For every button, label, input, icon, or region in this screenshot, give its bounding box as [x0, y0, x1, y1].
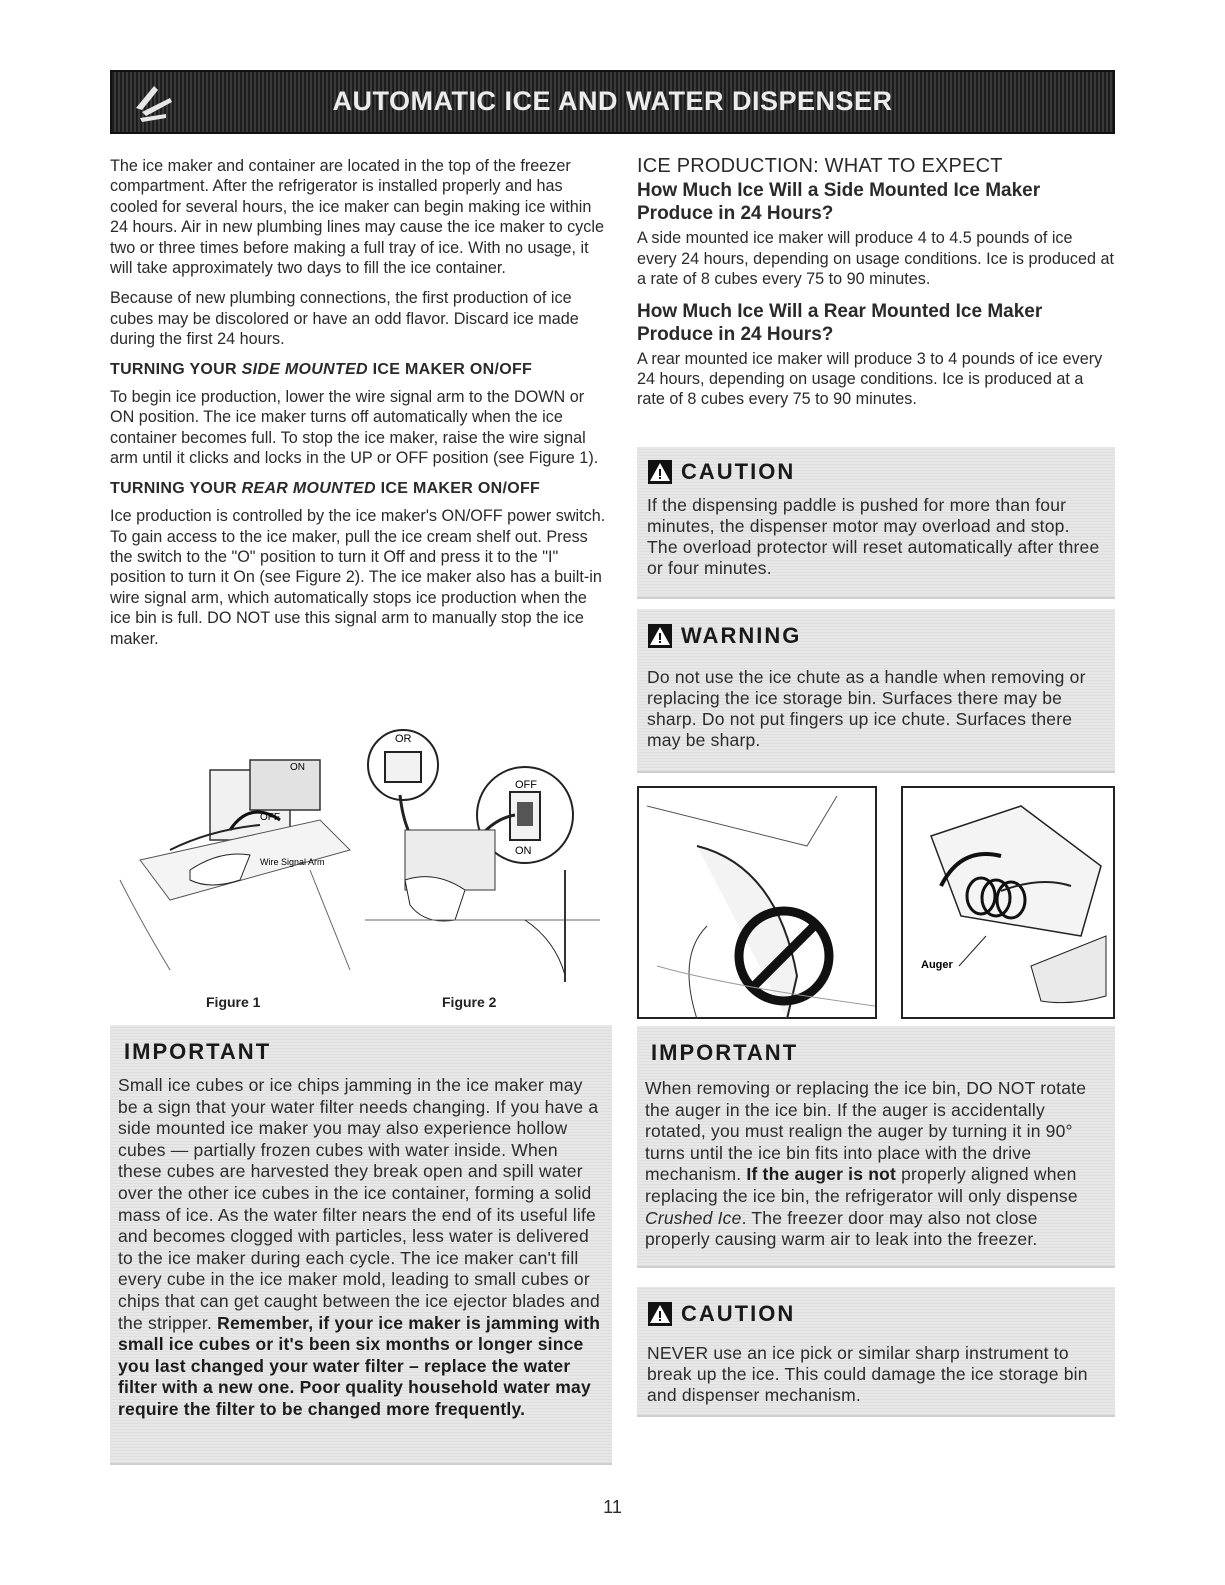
auger-illustration	[901, 786, 1115, 1019]
page-title: AUTOMATIC ICE AND WATER DISPENSER	[332, 86, 893, 116]
warning-triangle-icon	[647, 623, 673, 649]
important-heading: IMPORTANT	[124, 1039, 272, 1064]
left-column	[110, 156, 612, 659]
heading-emphasis: SIDE MOUNTED	[241, 360, 368, 378]
discolor-paragraph: Because of new plumbing connections, the first production of ice cubes may be discolored or have an odd flavor. Discard ice made during the first 24 hours.	[110, 289, 579, 349]
caution-box-ice-pick	[637, 1287, 1115, 1417]
page-number: 11	[603, 1497, 622, 1517]
caution-title: CAUTION	[681, 1301, 796, 1326]
figure-2-label: Figure 2	[442, 994, 497, 1010]
warning-text: Do not use the ice chute as a handle when removing or replacing the ice storage bin. Surfaces there may be sharp. Do not put fingers up ice chute. Surfaces there may be sharp.	[647, 667, 1086, 750]
heading-emphasis: REAR MOUNTED	[241, 479, 376, 497]
heading-suffix: ICE MAKER ON/OFF	[367, 360, 533, 378]
caution-text: NEVER use an ice pick or similar sharp instrument to break up the ice. This could damage the ice storage bin and dispenser mechanism.	[647, 1343, 1088, 1405]
important-emphasis: Remember, if your ice maker is jamming with small ice cubes or it's been six months or longer since you last changed your water filter – replace the water filter with a new one. Poor quality household water may require the filter to be changed more frequently.	[118, 1312, 601, 1419]
figure-1-illustration	[110, 730, 360, 980]
important-emphasis: If the auger is not	[746, 1164, 897, 1185]
wire-arm-label: Wire Signal Arm	[260, 857, 325, 867]
rear-mounted-question: How Much Ice Will a Rear Mounted Ice Maker Produce in 24 Hours?	[637, 300, 1043, 345]
side-mounted-question: How Much Ice Will a Side Mounted Ice Maker Produce in 24 Hours?	[637, 180, 1041, 225]
caution-text: If the dispensing paddle is pushed for more than four minutes, the dispenser motor may overload and stop. The overload protector will reset automatically after three or four minutes.	[647, 495, 1100, 578]
warning-triangle-icon	[647, 1301, 673, 1327]
intro-paragraph: The ice maker and container are located in the top of the freezer compartment. After the refrigerator is installed properly and has cooled for several hours, the ice maker can begin making ice within 24 hours. Air in new plumbing lines may cause the ice maker to cycle two or three times before making a full tray of ice. With no usage, it will take approximately two days to fill the ice container.	[110, 157, 604, 278]
caution-heading	[647, 1301, 795, 1327]
important-heading: IMPORTANT	[651, 1040, 799, 1065]
figure-1-label: Figure 1	[206, 994, 261, 1010]
rear-mounted-answer: A rear mounted ice maker will produce 3 to 4 pounds of ice every 24 hours, depending on usage conditions. Ice is produced at a rate of 8 cubes every 75 to 90 minutes.	[637, 349, 1103, 409]
important-text	[118, 1075, 606, 1421]
on-switch-label: ON	[515, 845, 532, 857]
header-banner	[110, 70, 1115, 134]
important-box-water-filter	[110, 1025, 612, 1465]
important-text	[645, 1078, 1107, 1251]
auger-label: Auger	[921, 959, 953, 971]
figure-2-illustration	[365, 720, 600, 982]
side-mounted-paragraph: To begin ice production, lower the wire signal arm to the DOWN or ON position. The ice maker turns off automatically when the ice container becomes full. To stop the ice maker, raise the wire signal arm until it clicks and locks in the UP or OFF position (see Figure 1).	[110, 388, 599, 468]
warning-triangle-icon	[647, 459, 673, 485]
caution-title: CAUTION	[681, 459, 796, 484]
important-body: When removing or replacing the ice bin, DO NOT rotate the auger in the ice bin. If the auger is accidentally rotated, you must realign the auger by turning it in 90° turns until the ice bin fits into place with the drive mechanism.	[645, 1078, 1087, 1185]
heading-prefix: TURNING YOUR	[110, 479, 242, 497]
important-body: . The freezer door may also not close properly causing warm air to leak into the freezer.	[645, 1207, 1038, 1250]
heading-suffix: ICE MAKER ON/OFF	[375, 479, 541, 497]
warning-box-ice-chute	[637, 609, 1115, 773]
on-label: ON	[290, 762, 305, 773]
side-mounted-heading	[110, 360, 612, 380]
crushed-ice-term: Crushed Ice	[645, 1207, 742, 1228]
important-box-auger	[637, 1026, 1115, 1268]
rear-mounted-paragraph: Ice production is controlled by the ice maker's ON/OFF power switch. To gain access to the ice maker, pull the ice cream shelf out. Press the switch to the "O" position to turn it Off and press it to the "I" position to turn it On (see Figure 2). The ice maker also has a built-in wire signal arm, which automatically stops ice production when the ice bin is full. DO NOT use this signal arm to manually stop the ice maker.	[110, 507, 606, 648]
caution-box-dispenser	[637, 447, 1115, 599]
ice-production-heading: ICE PRODUCTION: WHAT TO EXPECT	[637, 155, 1003, 177]
heading-prefix: TURNING YOUR	[110, 360, 242, 378]
off-switch-label: OFF	[515, 779, 537, 791]
ice-chute-illustration	[637, 786, 877, 1019]
right-column	[637, 156, 1115, 420]
rear-mounted-heading	[110, 479, 612, 499]
side-mounted-answer: A side mounted ice maker will produce 4 to 4.5 pounds of ice every 24 hours, depending on usage conditions. Ice is produced at a rate of 8 cubes every 75 to 90 minutes.	[637, 229, 1114, 289]
caution-heading	[647, 459, 795, 485]
important-body: Small ice cubes or ice chips jamming in the ice maker may be a sign that your water filter needs changing. If you have a side mounted ice maker you may also experience hollow cubes — partially frozen cubes with water inside. When these cubes are harvested they break open and spill water over the other ice cubes in the ice container, forming a solid mass of ice. As the water filter nears the end of its useful life and becomes clogged with particles, less water is delivered to the ice maker during each cycle. The ice maker can't fill every cube in the ice maker mold, leading to small cubes or chips that can get caught between the ice ejector blades and the stripper.	[118, 1075, 600, 1333]
warning-title: WARNING	[681, 623, 802, 648]
important-body: properly aligned when replacing the ice bin, the refrigerator will only dispense	[645, 1164, 1078, 1206]
warning-heading	[647, 623, 801, 649]
or-label: OR	[395, 733, 412, 745]
off-label: OFF	[260, 812, 280, 823]
